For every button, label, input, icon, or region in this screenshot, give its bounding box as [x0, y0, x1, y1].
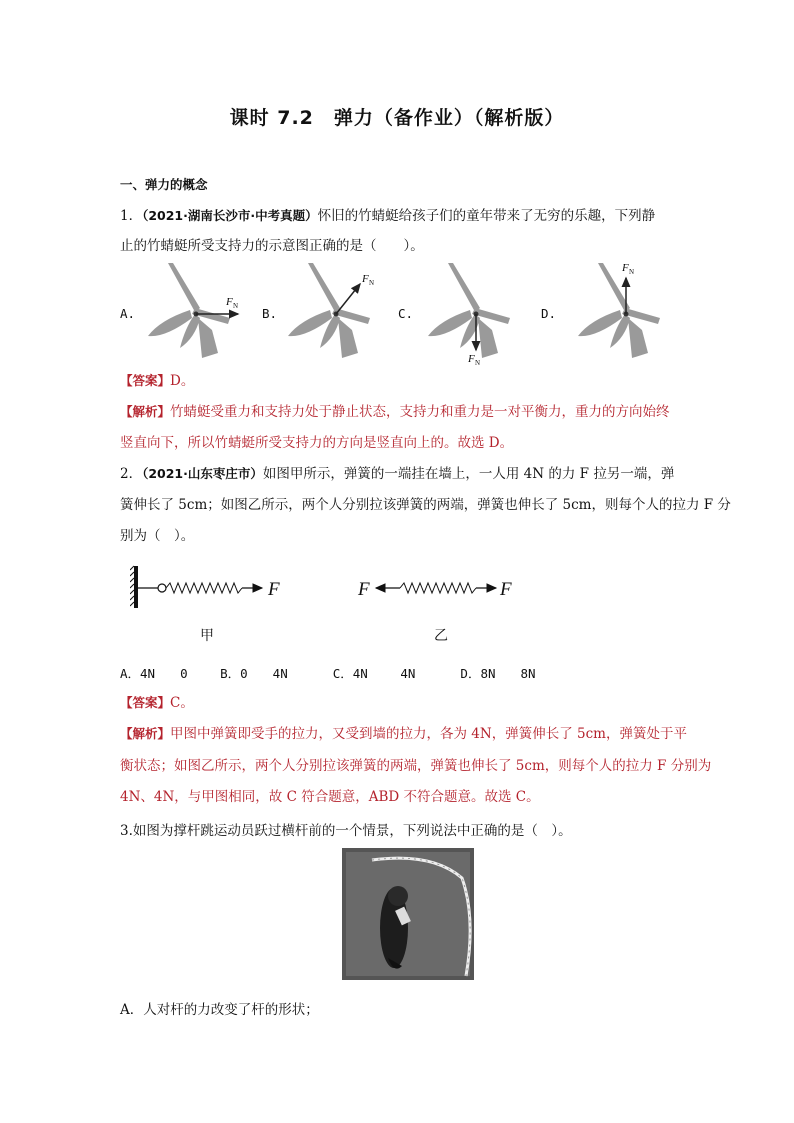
dragonfly-c-icon: [428, 263, 510, 358]
q1-option-d: D.: [541, 306, 557, 321]
q1-analysis-1: 【解析】竹蜻蜓受重力和支持力处于静止状态，支持力和重力是一对平衡力，重力的方向始终: [120, 404, 670, 420]
svg-text:F: F: [468, 353, 475, 365]
spring-figures: [130, 562, 530, 612]
dragonfly-b-icon: [288, 263, 370, 358]
q2-line1: 2．（2021·山东枣庄市）如图甲所示，弹簧的一端挂在墙上，一人用 4N 的力 F 拉另一端，弹: [120, 466, 675, 482]
q1-line1: [120, 206, 655, 226]
q2-answer: 【答案】C。: [120, 695, 194, 711]
q2-analysis-3: 4N、4N，与甲图相同，故 C 符合题意，ABD 不符合题意。故选 C。: [120, 789, 540, 805]
dragonfly-figures: [140, 258, 680, 368]
svg-text:N: N: [475, 359, 481, 367]
q1-text1: 怀旧的竹蜻蜓给孩子们的童年带来了无穷的乐趣，下列静: [317, 208, 656, 224]
answer-tag: 【答案】: [120, 373, 171, 388]
dragonfly-a-icon: [148, 263, 230, 358]
q2-analysis-2: 衡状态；如图乙所示，两个人分别拉该弹簧的两端，弹簧也伸长了 5cm，则每个人的拉力 F 分别为: [120, 758, 712, 774]
q3-option-a: A．人对杆的力改变了杆的形状；: [120, 1002, 319, 1018]
svg-text:N: N: [629, 268, 635, 276]
svg-text:F: F: [362, 273, 369, 285]
page-title: 课时 7.2 弹力（备作业）（解析版）: [229, 107, 565, 129]
q1-line2: 止的竹蜻蜓所受支持力的示意图正确的是（ ）。: [120, 238, 424, 254]
svg-text:N: N: [369, 279, 375, 287]
force-f-label: F: [268, 579, 280, 600]
analysis-tag: 【解析】: [120, 404, 171, 419]
dragonfly-d-icon: [578, 263, 660, 358]
figure-label-jia: 甲: [200, 628, 214, 644]
q1-source: （2021·湖南长沙市·中考真题）: [142, 208, 318, 223]
svg-text:F: F: [226, 296, 233, 308]
q1-analysis-2: 竖直向下，所以竹蜻蜓所受支持力的方向是竖直向上的。故选 D。: [120, 435, 514, 451]
q1-answer: 【答案】D。: [120, 373, 195, 389]
svg-text:F: F: [500, 579, 512, 600]
svg-text:F: F: [358, 579, 370, 600]
q2-source: （2021·山东枣庄市）: [142, 466, 263, 481]
svg-text:F: F: [622, 262, 629, 274]
svg-text:N: N: [233, 302, 239, 310]
q2-analysis-1: 【解析】甲图中弹簧即受手的拉力，又受到墙的拉力，各为 4N，弹簧伸长了 5cm，弹簧处于平: [120, 726, 687, 742]
q2-choices: A．4N 0 B．0 4N C．4N 4N D．8N 8N: [120, 666, 536, 681]
q1-option-b: B.: [262, 306, 278, 321]
q3-line1: 3.如图为撑杆跳运动员跃过横杆前的一个情景，下列说法中正确的是（ ）。: [120, 823, 572, 839]
pole-vault-photo: [342, 848, 474, 980]
figure-label-yi: 乙: [434, 628, 448, 644]
q1-number: 1．: [120, 208, 143, 224]
q1-option-a: A.: [120, 306, 136, 321]
section-heading: 一、弹力的概念: [120, 177, 208, 192]
q2-line3: 别为（ ）。: [120, 528, 195, 544]
q1-option-c: C.: [398, 306, 414, 321]
q2-line2: 簧伸长了 5cm；如图乙所示，两个人分别拉该弹簧的两端，弹簧也伸长了 5cm，则每个人的拉力 F 分: [120, 497, 731, 513]
